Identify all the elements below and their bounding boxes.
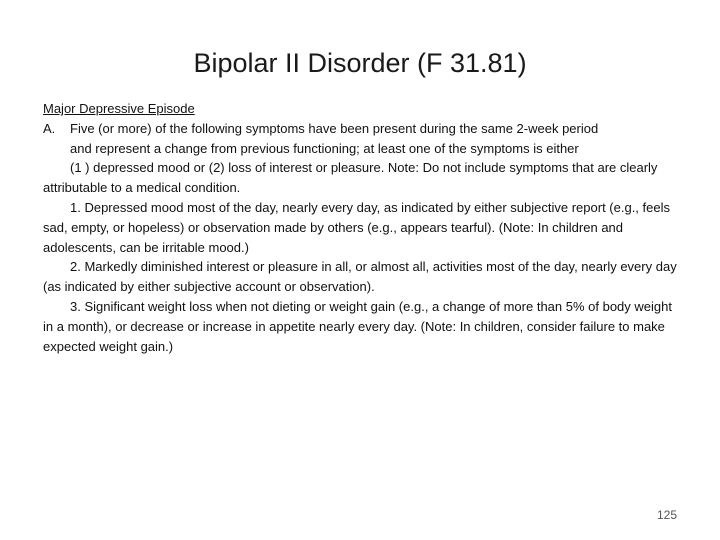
criterion-a-line3: (1 ) depressed mood or (2) loss of interest or pleasure. Note: Do not include symptoms that are clearly attributable to a medical condition.	[43, 160, 658, 196]
criterion-a	[43, 119, 683, 139]
criterion-a-text: Five (or more) of the following symptoms have been present during the same 2-week period	[70, 120, 599, 136]
criterion-a-line2: and represent a change from previous functioning; at least one of the symptoms is either	[70, 140, 579, 156]
criterion-a-label: A.	[43, 120, 56, 136]
symptom-item: 3. Significant weight loss when not dieting or weight gain (e.g., a change of more than 5% of body weight in a month), or decrease or increase in appetite nearly every day. (Note: In children, consider failure to make expected weight gain.)	[43, 298, 672, 354]
section-heading: Major Depressive Episode	[43, 101, 195, 116]
slide-body	[43, 99, 683, 356]
symptom-item: 1. Depressed mood most of the day, nearly every day, as indicated by either subjective report (e.g., feels sad, empty, or hopeless) or observation made by others (e.g., appears tearful). (Note: In children and adolescents, can be irritable mood.)	[43, 199, 670, 255]
slide-title: Bipolar II Disorder (F 31.81)	[193, 48, 527, 78]
symptom-item: 2. Markedly diminished interest or pleasure in all, or almost all, activities most of the day, nearly every day (as indicated by either subjective account or observation).	[43, 259, 677, 295]
page-number: 125	[656, 508, 677, 522]
